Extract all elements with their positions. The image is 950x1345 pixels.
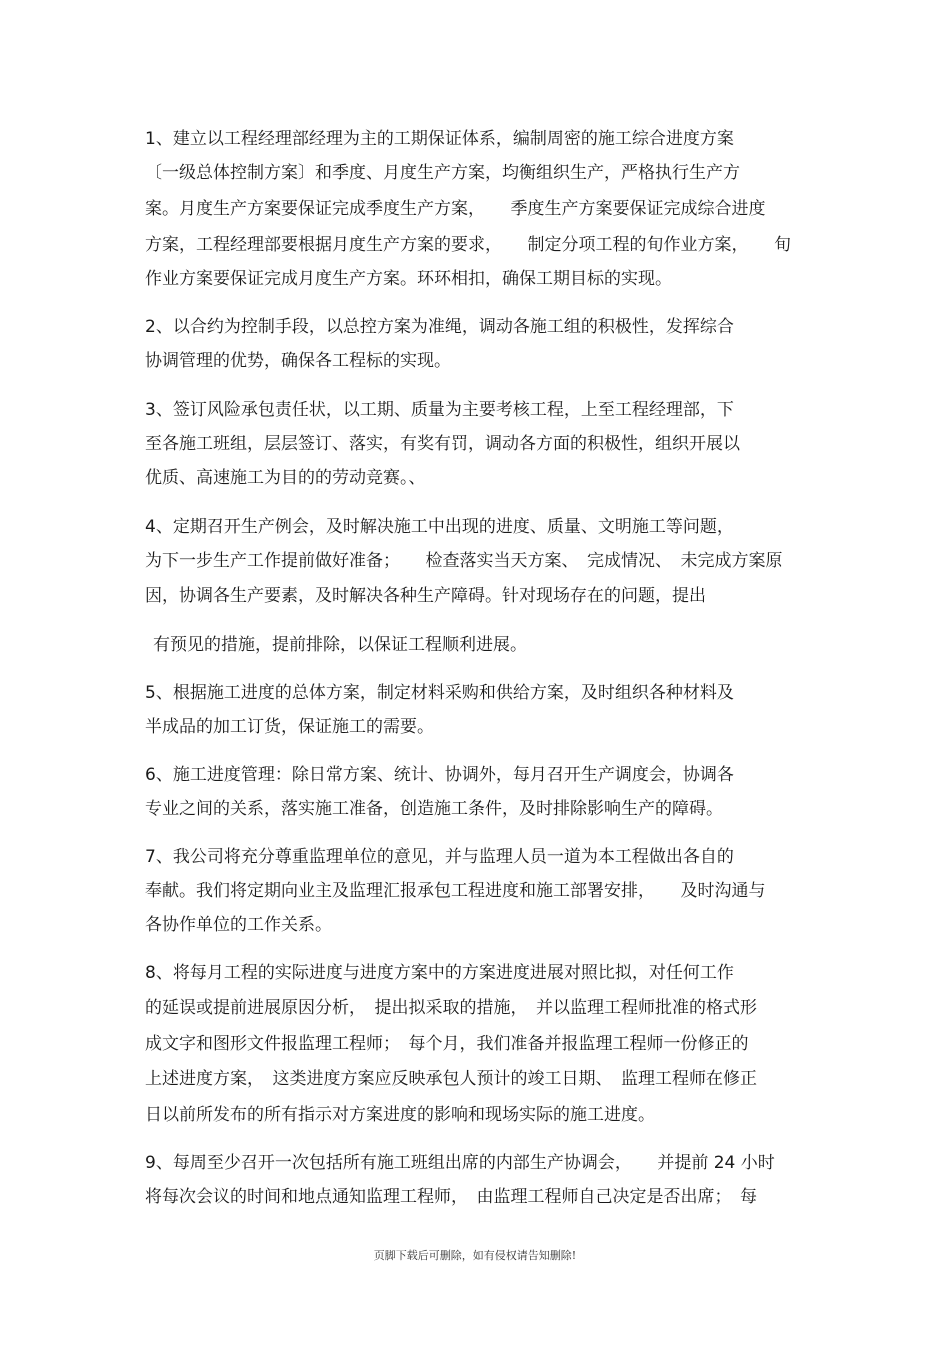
paragraph-9-line-1: 9、每周至少召开一次包括所有施工班组出席的内部生产协调会， 并提前 24 小时: [145, 1153, 775, 1173]
paragraph-5-line-1: 5、根据施工进度的总体方案，制定材料采购和供给方案，及时组织各种材料及: [145, 683, 734, 703]
paragraph-8-line-3: 成文字和图形文件报监理工程师； 每个月，我们准备并报监理工程师一份修正的: [145, 1034, 749, 1054]
paragraph-3-line-1: 3、签订风险承包责任状，以工期、质量为主要考核工程，上至工程经理部，下: [145, 400, 734, 420]
paragraph-1-line-4: 方案，工程经理部要根据月度生产方案的要求， 制定分项工程的旬作业方案， 旬: [145, 235, 791, 255]
paragraph-1-line-5: 作业方案要保证完成月度生产方案。环环相扣，确保工期目标的实现。: [145, 269, 672, 289]
paragraph-3-line-2: 至各施工班组，层层签订、落实，有奖有罚，调动各方面的积极性，组织开展以: [145, 434, 740, 454]
paragraph-4-line-2: 为下一步生产工作提前做好准备； 检查落实当天方案、 完成情况、 未完成方案原: [145, 551, 783, 571]
paragraph-6-line-1: 6、施工进度管理：除日常方案、统计、协调外，每月召开生产调度会，协调各: [145, 765, 734, 785]
paragraph-7-line-2: 奉献。我们将定期向业主及监理汇报承包工程进度和施工部署安排， 及时沟通与: [145, 881, 766, 901]
paragraph-8-line-4: 上述进度方案， 这类进度方案应反映承包人预计的竣工日期、 监理工程师在修正: [145, 1069, 757, 1089]
paragraph-7-line-3: 各协作单位的工作关系。: [145, 915, 332, 935]
paragraph-8-line-1: 8、将每月工程的实际进度与进度方案中的方案进度进展对照比拟，对任何工作: [145, 963, 734, 983]
paragraph-2-line-2: 协调管理的优势，确保各工程标的实现。: [145, 351, 451, 371]
paragraph-4-line-3: 因，协调各生产要素，及时解决各种生产障碍。针对现场存在的问题，提出: [145, 586, 706, 606]
paragraph-1-line-2: 〔一级总体控制方案〕和季度、月度生产方案，均衡组织生产，严格执行生产方: [145, 163, 740, 183]
paragraph-6-line-2: 专业之间的关系，落实施工准备，创造施工条件，及时排除影响生产的障碍。: [145, 799, 723, 819]
paragraph-4-line-4: 有预见的措施，提前排除，以保证工程顺利进展。: [153, 635, 527, 655]
paragraph-1-line-1: 1、建立以工程经理部经理为主的工期保证体系，编制周密的施工综合进度方案: [145, 129, 734, 149]
paragraph-2-line-1: 2、以合约为控制手段，以总控方案为准绳，调动各施工组的积极性，发挥综合: [145, 317, 734, 337]
paragraph-4-line-1: 4、定期召开生产例会，及时解决施工中出现的进度、质量、文明施工等问题，: [145, 517, 734, 537]
paragraph-8-line-5: 日以前所发布的所有指示对方案进度的影响和现场实际的施工进度。: [145, 1105, 655, 1125]
page-footer: 页脚下载后可删除，如有侵权请告知删除!: [373, 1249, 577, 1262]
paragraph-8-line-2: 的延误或提前进展原因分析， 提出拟采取的措施， 并以监理工程师批准的格式形: [145, 998, 757, 1018]
paragraph-3-line-3: 优质、高速施工为目的的劳动竞赛。、: [145, 468, 426, 488]
paragraph-5-line-2: 半成品的加工订货，保证施工的需要。: [145, 717, 434, 737]
paragraph-7-line-1: 7、我公司将充分尊重监理单位的意见，并与监理人员一道为本工程做出各自的: [145, 847, 734, 867]
paragraph-9-line-2: 将每次会议的时间和地点通知监理工程师， 由监理工程师自己决定是否出席； 每: [145, 1187, 757, 1207]
paragraph-1-line-3: 案。月度生产方案要保证完成季度生产方案， 季度生产方案要保证完成综合进度: [145, 199, 766, 219]
